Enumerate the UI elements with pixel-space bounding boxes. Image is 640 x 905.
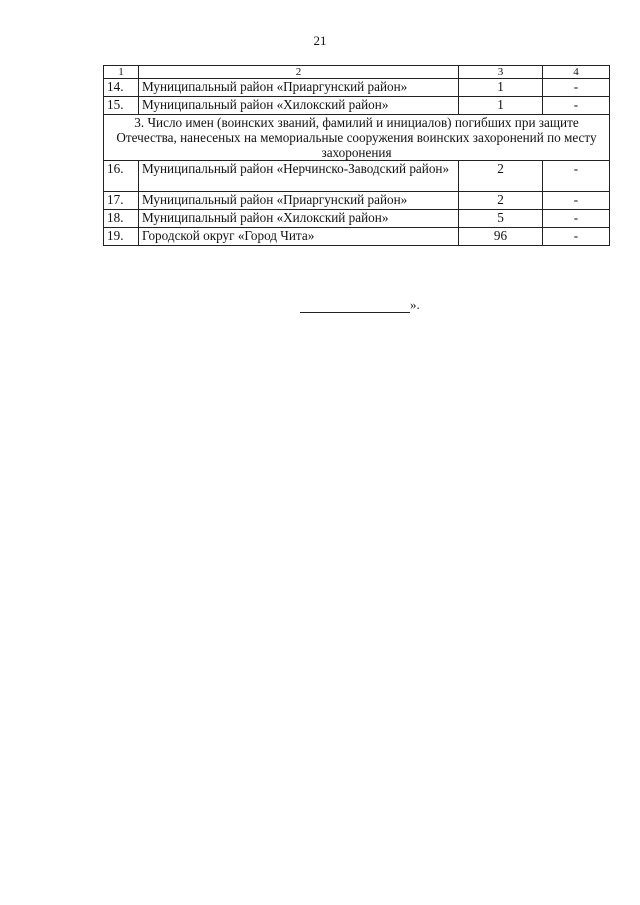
row-dash: - — [543, 228, 610, 246]
row-dash: - — [543, 192, 610, 210]
row-dash: - — [543, 161, 610, 192]
table-row — [104, 210, 610, 228]
row-count: 1 — [459, 97, 543, 115]
row-dash: - — [543, 79, 610, 97]
column-header-1: 1 — [104, 66, 139, 79]
row-number: 18. — [104, 210, 139, 228]
memorial-table — [103, 65, 610, 246]
section-row — [104, 115, 610, 161]
row-name: Городской округ «Город Чита» — [139, 228, 459, 246]
table-row — [104, 97, 610, 115]
row-number: 17. — [104, 192, 139, 210]
row-name: Муниципальный район «Хилокский район» — [139, 97, 459, 115]
section-title: 3. Число имен (воинских званий, фамилий и инициалов) погибших при защите Отечества, нанесеных на мемориальные сооружения воинских захоронений по месту захоронения — [104, 115, 610, 161]
table-row — [104, 161, 610, 192]
row-count: 2 — [459, 192, 543, 210]
row-count: 2 — [459, 161, 543, 192]
row-count: 1 — [459, 79, 543, 97]
table-header-row — [104, 66, 610, 79]
row-count: 96 — [459, 228, 543, 246]
signature-underline — [300, 300, 410, 313]
table-row — [104, 228, 610, 246]
column-header-2: 2 — [139, 66, 459, 79]
table-row — [104, 79, 610, 97]
row-count: 5 — [459, 210, 543, 228]
row-name: Муниципальный район «Приаргунский район» — [139, 192, 459, 210]
table-row — [104, 192, 610, 210]
row-number: 19. — [104, 228, 139, 246]
column-header-4: 4 — [543, 66, 610, 79]
row-dash: - — [543, 97, 610, 115]
closing-line — [300, 297, 420, 313]
row-name: Муниципальный район «Хилокский район» — [139, 210, 459, 228]
row-number: 15. — [104, 97, 139, 115]
row-number: 14. — [104, 79, 139, 97]
column-header-3: 3 — [459, 66, 543, 79]
row-name: Муниципальный район «Нерчинско-Заводский район» — [139, 161, 459, 192]
row-dash: - — [543, 210, 610, 228]
closing-mark: ». — [410, 297, 420, 312]
row-name: Муниципальный район «Приаргунский район» — [139, 79, 459, 97]
row-number: 16. — [104, 161, 139, 192]
page-number: 21 — [313, 33, 327, 48]
